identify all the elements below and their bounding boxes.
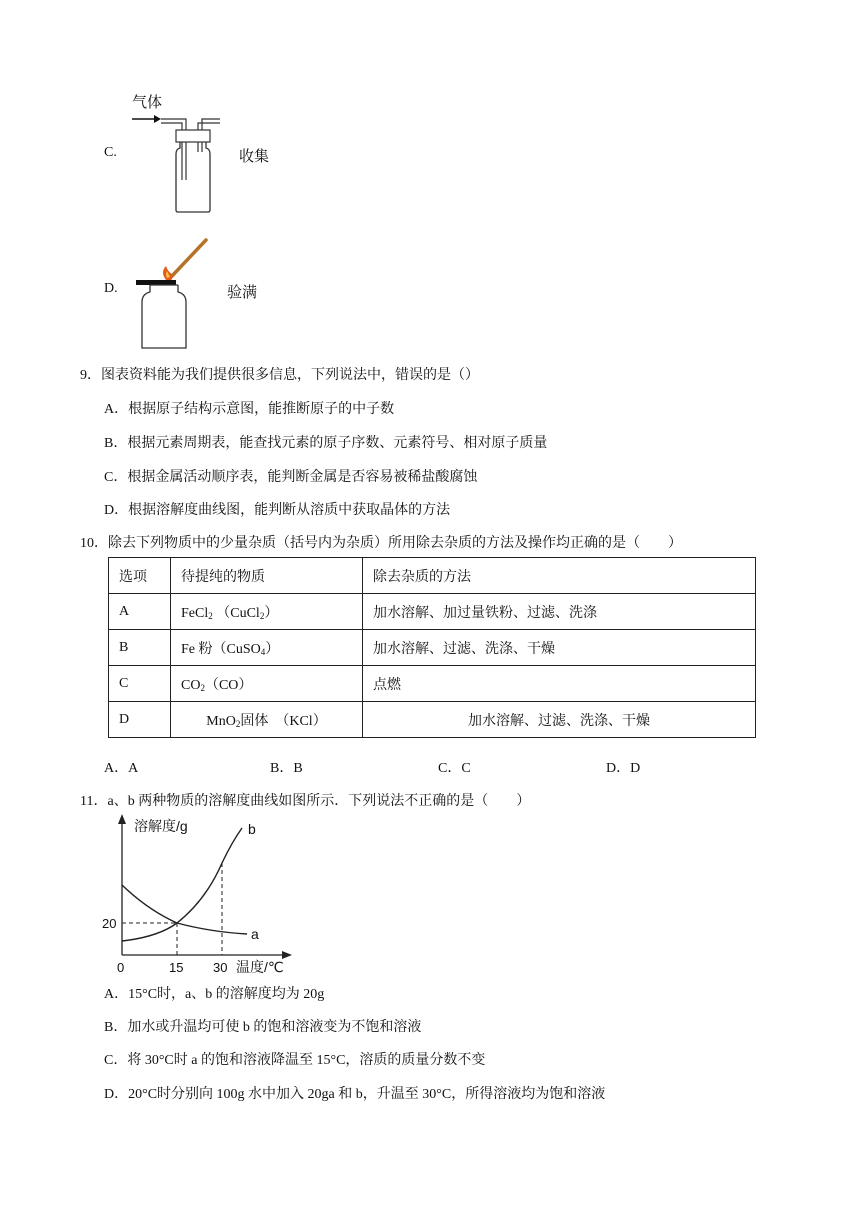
- q8-option-d-letter: D.: [104, 281, 118, 296]
- q8-option-c-label: 收集: [239, 149, 270, 165]
- table-cell-method: 加水溶解、过滤、洗涤、干燥: [363, 702, 756, 738]
- q8-option-c-letter: C.: [104, 145, 117, 160]
- table-cell-method: 加水溶解、加过量铁粉、过滤、洗涤: [363, 594, 756, 630]
- x-tick-15: 15: [169, 960, 184, 975]
- q10-answer-d: D．D: [606, 761, 641, 776]
- table-cell-substance: Fe 粉（CuSO$_4$）: [171, 630, 363, 666]
- verify-full-bottle-figure: [130, 236, 210, 352]
- q10-answer-c: C．C: [438, 761, 471, 776]
- solubility-curve-graph: [96, 812, 296, 977]
- y-axis-label: 溶解度/g: [134, 818, 188, 834]
- gas-collection-bottle-figure: [128, 92, 228, 217]
- table-row: [109, 630, 756, 666]
- table-header-option: 选项: [109, 558, 171, 594]
- x-tick-30: 30: [213, 960, 228, 975]
- table-cell-option: B: [109, 630, 171, 666]
- table-cell-option: D: [109, 702, 171, 738]
- q9-option-d: D．根据溶解度曲线图，能判断从溶质中获取晶体的方法: [104, 503, 451, 518]
- table-header-row: [109, 558, 756, 594]
- table-row: [109, 594, 756, 630]
- x-axis-label: 温度/℃: [236, 959, 284, 975]
- curve-a-label: a: [251, 926, 259, 942]
- impurity-table: [108, 557, 756, 738]
- q10-answer-a: A．A: [104, 761, 139, 776]
- q11-stem: 11．a、b 两种物质的溶解度曲线如图所示．下列说法不正确的是（ ）: [80, 794, 531, 809]
- table-cell-substance: FeCl$_2$ （CuCl$_2$）: [171, 594, 363, 630]
- q11-option-d: D．20°C时分别向 100g 水中加入 20ga 和 b，升温至 30°C，所得溶液均为饱和溶液: [104, 1087, 606, 1102]
- gas-label: 气体: [132, 94, 163, 111]
- q9-stem: 9．图表资料能为我们提供很多信息，下列说法中，错误的是（）: [80, 368, 479, 383]
- table-row: [109, 666, 756, 702]
- y-tick-20: 20: [102, 916, 117, 931]
- table-header-substance: 待提纯的物质: [171, 558, 363, 594]
- x-tick-0: 0: [117, 960, 125, 975]
- table-cell-method: 加水溶解、过滤、洗涤、干燥: [363, 630, 756, 666]
- q9-option-c: C．根据金属活动顺序表，能判断金属是否容易被稀盐酸腐蚀: [104, 470, 478, 485]
- q11-option-a: A．15°C时，a、b 的溶解度均为 20g: [104, 987, 325, 1002]
- table-cell-option: C: [109, 666, 171, 702]
- q11-option-b: B．加水或升温均可使 b 的饱和溶液变为不饱和溶液: [104, 1020, 422, 1035]
- q10-answer-b: B．B: [270, 761, 303, 776]
- table-cell-option: A: [109, 594, 171, 630]
- table-cell-substance: MnO$_2$固体 （KCl）: [171, 702, 363, 738]
- q9-option-a: A．根据原子结构示意图，能推断原子的中子数: [104, 402, 395, 417]
- curve-b-label: b: [248, 821, 256, 837]
- q11-option-c: C．将 30°C时 a 的饱和溶液降温至 15°C，溶质的质量分数不变: [104, 1053, 486, 1068]
- q8-option-d-label: 验满: [227, 285, 258, 301]
- q9-option-b: B．根据元素周期表，能查找元素的原子序数、元素符号、相对原子质量: [104, 436, 548, 451]
- table-cell-method: 点燃: [363, 666, 756, 702]
- q10-stem: 10．除去下列物质中的少量杂质（括号内为杂质）所用除去杂质的方法及操作均正确的是（ ）: [80, 536, 682, 551]
- table-cell-substance: $CO_2(CO)$: [171, 666, 363, 702]
- table-header-method: 除去杂质的方法: [363, 558, 756, 594]
- table-row: [109, 702, 756, 738]
